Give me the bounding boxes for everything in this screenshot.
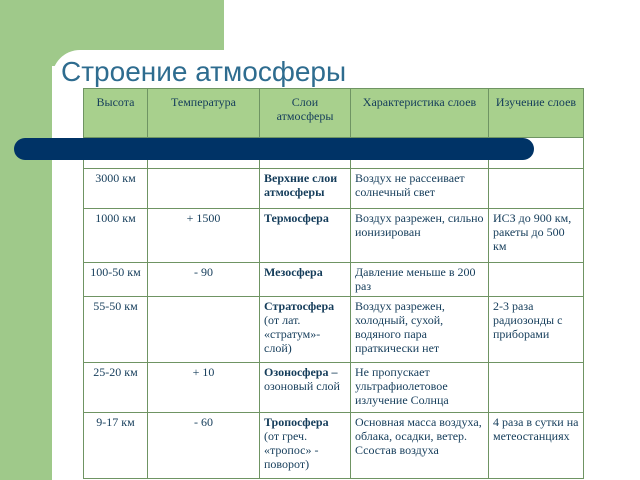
table-row bbox=[84, 297, 584, 363]
table-header-row bbox=[84, 89, 584, 138]
study-cell: 2-3 раза радиозонды с приборами bbox=[489, 297, 584, 363]
layer-name: Стратосфера bbox=[264, 299, 335, 313]
layer-cell bbox=[260, 209, 351, 263]
layer-cell bbox=[260, 169, 351, 209]
temperature-cell: - 90 bbox=[148, 263, 260, 297]
characteristic-cell: Не пропускает ультрафиолетовое излучение Солнца bbox=[351, 363, 489, 413]
decor-navy-bar bbox=[14, 138, 534, 160]
layer-name: Мезосфера bbox=[264, 265, 323, 279]
study-cell bbox=[489, 263, 584, 297]
header-layers: Слои атмосферы bbox=[260, 89, 351, 138]
slide-title: Строение атмосферы bbox=[61, 56, 347, 87]
header-characteristic: Характеристика слоев bbox=[351, 89, 489, 138]
header-study: Изучение слоев bbox=[489, 89, 584, 138]
characteristic-cell: Давление меньше в 200 раз bbox=[351, 263, 489, 297]
altitude-cell: 100-50 км bbox=[84, 263, 148, 297]
study-cell bbox=[489, 169, 584, 209]
altitude-cell: 25-20 км bbox=[84, 363, 148, 413]
study-cell bbox=[489, 363, 584, 413]
layer-cell bbox=[260, 413, 351, 479]
altitude-cell: 1000 км bbox=[84, 209, 148, 263]
layer-name: Термосфера bbox=[264, 211, 329, 225]
table-row bbox=[84, 413, 584, 479]
temperature-cell: - 60 bbox=[148, 413, 260, 479]
decor-green-left bbox=[0, 0, 52, 480]
layer-cell bbox=[260, 297, 351, 363]
temperature-cell bbox=[148, 169, 260, 209]
layer-note: озоновый слой bbox=[264, 379, 340, 393]
header-temperature: Температура bbox=[148, 89, 260, 138]
altitude-cell: 3000 км bbox=[84, 169, 148, 209]
layer-name: Озоносфера – bbox=[264, 365, 338, 379]
layer-cell bbox=[260, 363, 351, 413]
layer-name: Верхние слои атмосферы bbox=[264, 171, 338, 199]
table-row bbox=[84, 209, 584, 263]
layer-cell bbox=[260, 263, 351, 297]
temperature-cell: + 1500 bbox=[148, 209, 260, 263]
table-row bbox=[84, 169, 584, 209]
characteristic-cell: Воздух разрежен, холодный, сухой, водяного пара праткически нет bbox=[351, 297, 489, 363]
layer-note: (от греч. «тропос» - поворот) bbox=[264, 429, 319, 471]
altitude-cell: 9-17 км bbox=[84, 413, 148, 479]
table-row bbox=[84, 263, 584, 297]
temperature-cell: + 10 bbox=[148, 363, 260, 413]
table-row bbox=[84, 363, 584, 413]
temperature-cell bbox=[148, 297, 260, 363]
study-cell: ИСЗ до 900 км, ракеты до 500 км bbox=[489, 209, 584, 263]
header-altitude: Высота bbox=[84, 89, 148, 138]
layer-note: (от лат. «стратум»- слой) bbox=[264, 313, 321, 355]
characteristic-cell: Воздух не рассеивает солнечный свет bbox=[351, 169, 489, 209]
study-cell: 4 раза в сутки на метеостанциях bbox=[489, 413, 584, 479]
characteristic-cell: Воздух разрежен, сильно ионизирован bbox=[351, 209, 489, 263]
layer-name: Тропосфера bbox=[264, 415, 329, 429]
characteristic-cell: Основная масса воздуха, облака, осадки, ветер. Ссостав воздуха bbox=[351, 413, 489, 479]
altitude-cell: 55-50 км bbox=[84, 297, 148, 363]
